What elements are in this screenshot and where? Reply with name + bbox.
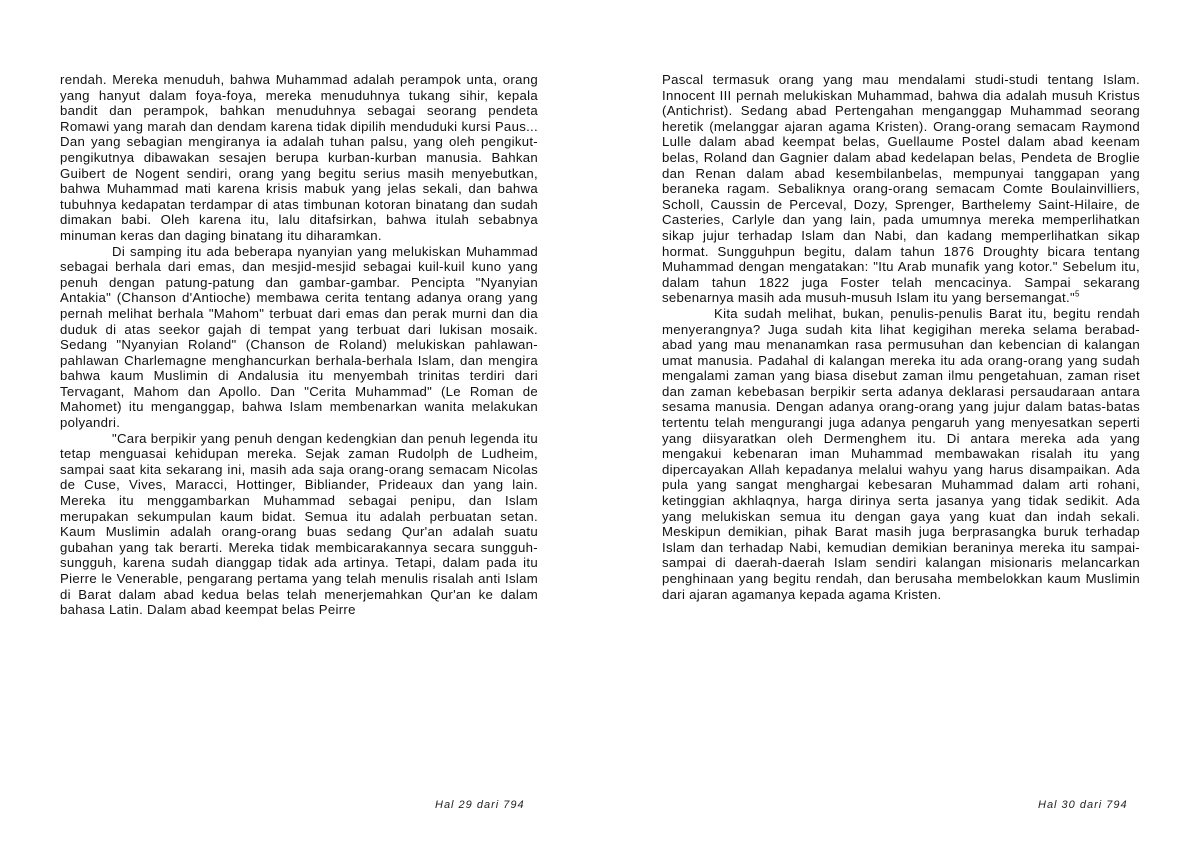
right-page xyxy=(600,0,1200,848)
right-paragraph-2: Kita sudah melihat, bukan, penulis-penulis Barat itu, begitu rendah menyerangnya? Juga sudah kita lihat kegigihan mereka selama berabad-abad yang mau menanamkan rasa permusuhan dan kebencian di kalangan umat manusia. Padahal di kalangan mereka itu ada orang-orang yang sudah mengalami zaman yang biasa disebut zaman ilmu pengetahuan, zaman riset dan zaman kebebasan berpikir serta adanya deklarasi persaudaraan antara sesama manusia. Dengan adanya orang-orang yang jujur dalam batas-batas tertentu telah mengurangi juga adanya pengaruh yang menyesatkan seperti yang diisyaratkan oleh Dermenghem itu. Di antara mereka ada yang mengakui kebenaran iman Muhammad membawakan risalah itu yang dipercayakan Allah kepadanya melalui wahyu yang harus disampaikan. Ada pula yang sangat menghargai kebesaran Muhammad dalam arti rohani, ketinggian akhlaqnya, harga dirinya serta jasanya yang tidak sedikit. Ada yang melukiskan semua itu dengan gaya yang kuat dan indah sekali. Meskipun demikian, pihak Barat masih juga berprasangka buruk terhadap Islam dan terhadap Nabi, kemudian demikian beraninya mereka itu sampai-sampai di daerah-daerah Islam sendiri kalangan misionaris melancarkan penghinaan yang begitu rendah, dan berusaha membelokkan kaum Muslimin dari ajaran agamanya kepada agama Kristen. xyxy=(662,305,1140,602)
left-paragraph-1: rendah. Mereka menuduh, bahwa Muhammad adalah perampok unta, orang yang hanyut dalam foya-foya, mereka menuduhnya tukang sihir, kepala bandit dan perampok, bahkan menuduhnya sebagai seorang pendeta Romawi yang marah dan dendam karena tidak dipilih menduduki kursi Paus... Dan yang sebagian mengiranya ia adalah tuhan palsu, yang oleh pengikut-pengikutnya dibawakan sesajen berupa kurban-kurban manusia. Bahkan Guibert de Nogent sendiri, orang yang begitu serius masih menyebutkan, bahwa Muhammad mati karena krisis mabuk yang jelas sekali, dan bahwa tubuhnya kedapatan terdampar di atas timbunan kotoran binatang dan sudah dimakan babi. Oleh karena itu, lalu ditafsirkan, bahwa itulah sebabnya minuman keras dan daging binatang itu diharamkan. xyxy=(60,72,538,243)
left-page-number: Hal 29 dari 794 xyxy=(435,799,525,811)
footnote-marker[interactable]: 5 xyxy=(1074,289,1080,299)
right-page-number: Hal 30 dari 794 xyxy=(1038,799,1128,811)
right-paragraph-1 xyxy=(662,72,1140,306)
left-page-text xyxy=(60,72,538,618)
right-page-text xyxy=(662,72,1140,602)
left-paragraph-3: "Cara berpikir yang penuh dengan kedengkian dan penuh legenda itu tetap menguasai kehidupan mereka. Sejak zaman Rudolph de Ludheim, sampai saat kita sekarang ini, masih ada saja orang-orang semacam Nicolas de Cuse, Vives, Maracci, Hottinger, Bibliander, Prideaux dan yang lain. Mereka itu menggambarkan Muhammad sebagai penipu, dan Islam merupakan sekumpulan kaum bidat. Semua itu adalah perbuatan setan. Kaum Muslimin adalah orang-orang buas sedang Qur'an adalah suatu gubahan yang tak berarti. Mereka tidak membicarakannya secara sungguh-sungguh, karena sudah dianggap tidak ada artinya. Tetapi, dalam pada itu Pierre le Venerable, pengarang pertama yang telah menulis risalah anti Islam di Barat dalam abad kedua belas telah menerjemahkan Qur'an ke dalam bahasa Latin. Dalam abad keempat belas Peirre xyxy=(60,430,538,618)
left-paragraph-2: Di samping itu ada beberapa nyanyian yang melukiskan Muhammad sebagai berhala dari emas, dan mesjid-mesjid sebagai kuil-kuil kuno yang penuh dengan patung-patung dan gambar-gambar. Pencipta "Nyanyian Antakia" (Chanson d'Antioche) membawa cerita tentang adanya orang yang pernah melihat berhala "Mahom" terbuat dari emas dan perak murni dan dia duduk di atas seekor gajah di tempat yang terbuat dari lukisan mosaik. Sedang "Nyanyian Roland" (Chanson de Roland) melukiskan pahlawan-pahlawan Charlemagne menghancurkan berhala-berhala Islam, dan mengira bahwa kaum Muslimin di Andalusia itu menyembah trinitas terdiri dari Tervagant, Mahom dan Apollo. Dan "Cerita Muhammad" (Le Roman de Mahomet) itu menganggap, bahwa Islam membenarkan wanita melakukan polyandri. xyxy=(60,243,538,431)
right-paragraph-1-text: Pascal termasuk orang yang mau mendalami studi-studi tentang Islam. Innocent III pernah melukiskan Muhammad, bahwa dia adalah musuh Kristus (Antichrist). Sedang abad Pertengahan menganggap Muhammad seorang heretik (melanggar ajaran agama Kristen). Orang-orang semacam Raymond Lulle dalam abad keempat belas, Guellaume Postel dalam abad keenam belas, Roland dan Gagnier dalam abad kedelapan belas, Pendeta de Broglie dan Renan dalam abad kesembilanbelas, mempunyai tanggapan yang beraneka ragam. Sebaliknya orang-orang semacam Comte Boulainvilliers, Scholl, Caussin de Perceval, Dozy, Sprenger, Barthelemy Saint-Hilaire, de Casteries, Carlyle dan yang lain, pada umumnya mereka memperlihatkan sikap jujur terhadap Islam dan Nabi, dan kadang memperlihatkan sikap hormat. Sungguhpun begitu, dalam tahun 1876 Droughty bicara tentang Muhammad dengan mengatakan: "Itu Arab munafik yang kotor." Sebelum itu, dalam tahun 1822 juga Foster telah mencacinya. Sampai sekarang sebenarnya masih ada musuh-musuh Islam itu yang bersemangat." xyxy=(662,72,1140,306)
